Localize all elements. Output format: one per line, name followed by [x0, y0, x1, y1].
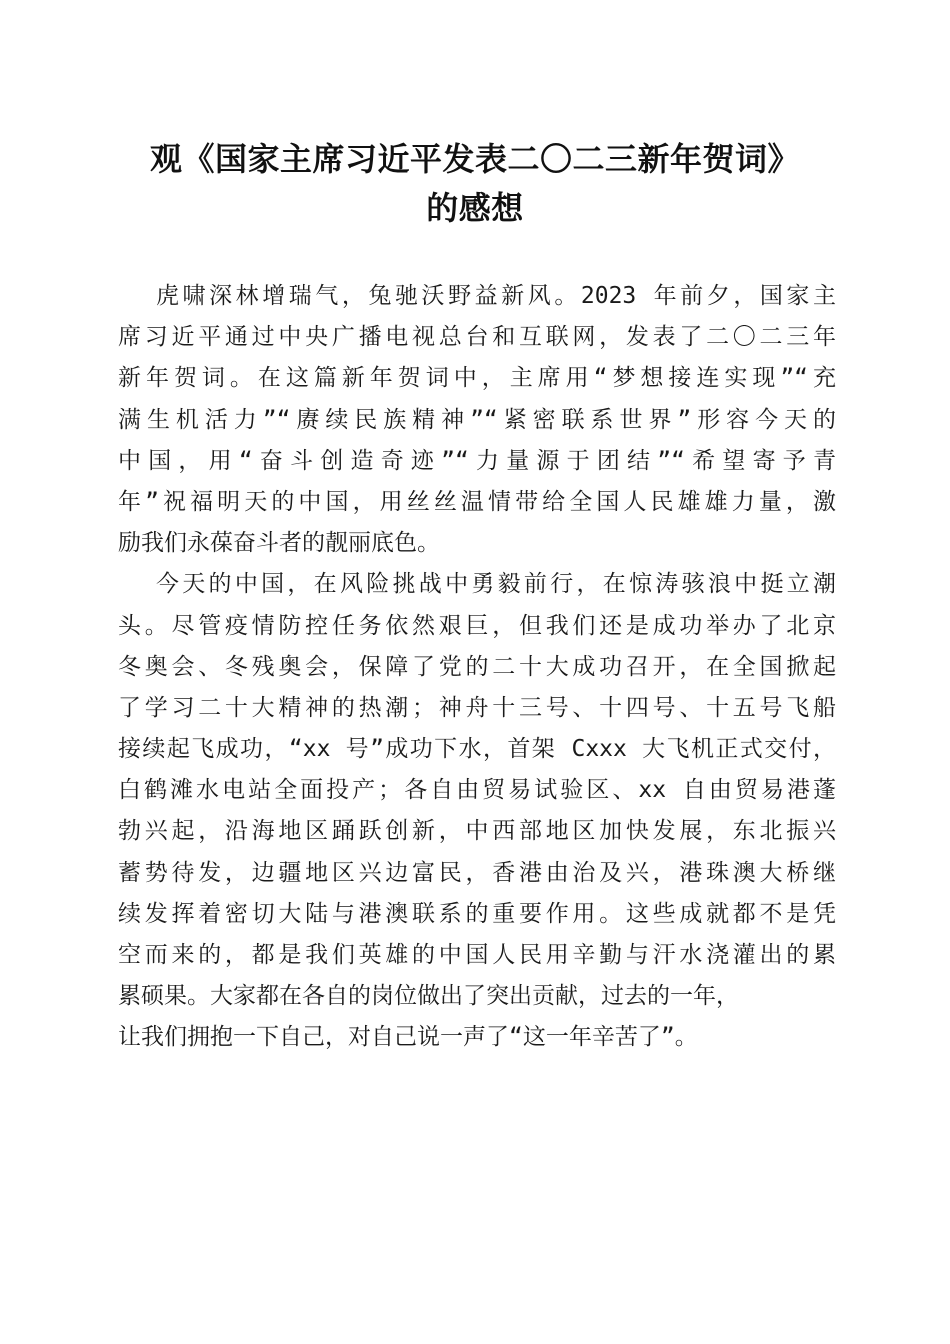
paragraph-line: 今天的中国，在风险挑战中勇毅前行，在惊涛骇浪中挺立潮: [156, 571, 836, 598]
document-body: [118, 276, 836, 1059]
paragraph-line: 了学习二十大精神的热潮；神舟十三号、十四号、十五号飞船: [118, 694, 836, 721]
paragraph-line: 年”祝福明天的中国，用丝丝温情带给全国人民雄雄力量，激: [118, 488, 836, 515]
paragraph-line: 续发挥着密切大陆与港澳联系的重要作用。这些成就都不是凭: [118, 900, 836, 927]
paragraph-line: 新年贺词。在这篇新年贺词中，主席用“梦想接连实现”“充: [118, 365, 836, 392]
paragraph-line: 蓄势待发，边疆地区兴边富民，香港由治及兴，港珠澳大桥继: [118, 859, 836, 886]
title-line-2: 的感想: [426, 189, 524, 227]
paragraph-2: [118, 564, 836, 1058]
paragraph-line: 空而来的，都是我们英雄的中国人民用辛勤与汗水浇灌出的累: [118, 942, 836, 968]
paragraph-line: 头。尽管疫情防控任务依然艰巨，但我们还是成功举办了北京: [118, 612, 836, 639]
paragraph-line: 满生机活力”“赓续民族精神”“紧密联系世界”形容今天的: [118, 406, 836, 433]
paragraph-line: 冬奥会、冬残奥会，保障了党的二十大成功召开，在全国掀起: [118, 653, 836, 680]
title-line-1: 观《国家主席习近平发表二〇二三新年贺词》: [149, 140, 800, 178]
paragraph-line: 中国，用“奋斗创造奇迹”“力量源于团结”“希望寄予青: [118, 447, 836, 474]
paragraph-1: [118, 276, 836, 564]
paragraph-line: 虎啸深林增瑞气，兔驰沃野益新风。2023 年前夕，国家主: [156, 283, 836, 309]
paragraph-line: 接续起飞成功，“xx 号”成功下水，首架 Cxxx 大飞机正式交付，: [118, 736, 836, 763]
paragraph-line: 励我们永葆奋斗者的靓丽底色。: [118, 530, 440, 557]
paragraph-line: 让我们拥抱一下自己，对自己说一声了“这一年辛苦了”。: [118, 1024, 698, 1051]
paragraph-line: 勃兴起，沿海地区踊跃创新，中西部地区加快发展，东北振兴: [118, 818, 836, 845]
paragraph-line: 累硕果。大家都在各自的岗位做出了突出贡献，过去的一年，: [118, 983, 739, 1010]
document-title: [100, 135, 850, 233]
paragraph-line: 白鹤滩水电站全面投产；各自由贸易试验区、xx 自由贸易港蓬: [118, 777, 836, 804]
paragraph-line: 席习近平通过中央广播电视总台和互联网，发表了二〇二三年: [118, 324, 836, 351]
